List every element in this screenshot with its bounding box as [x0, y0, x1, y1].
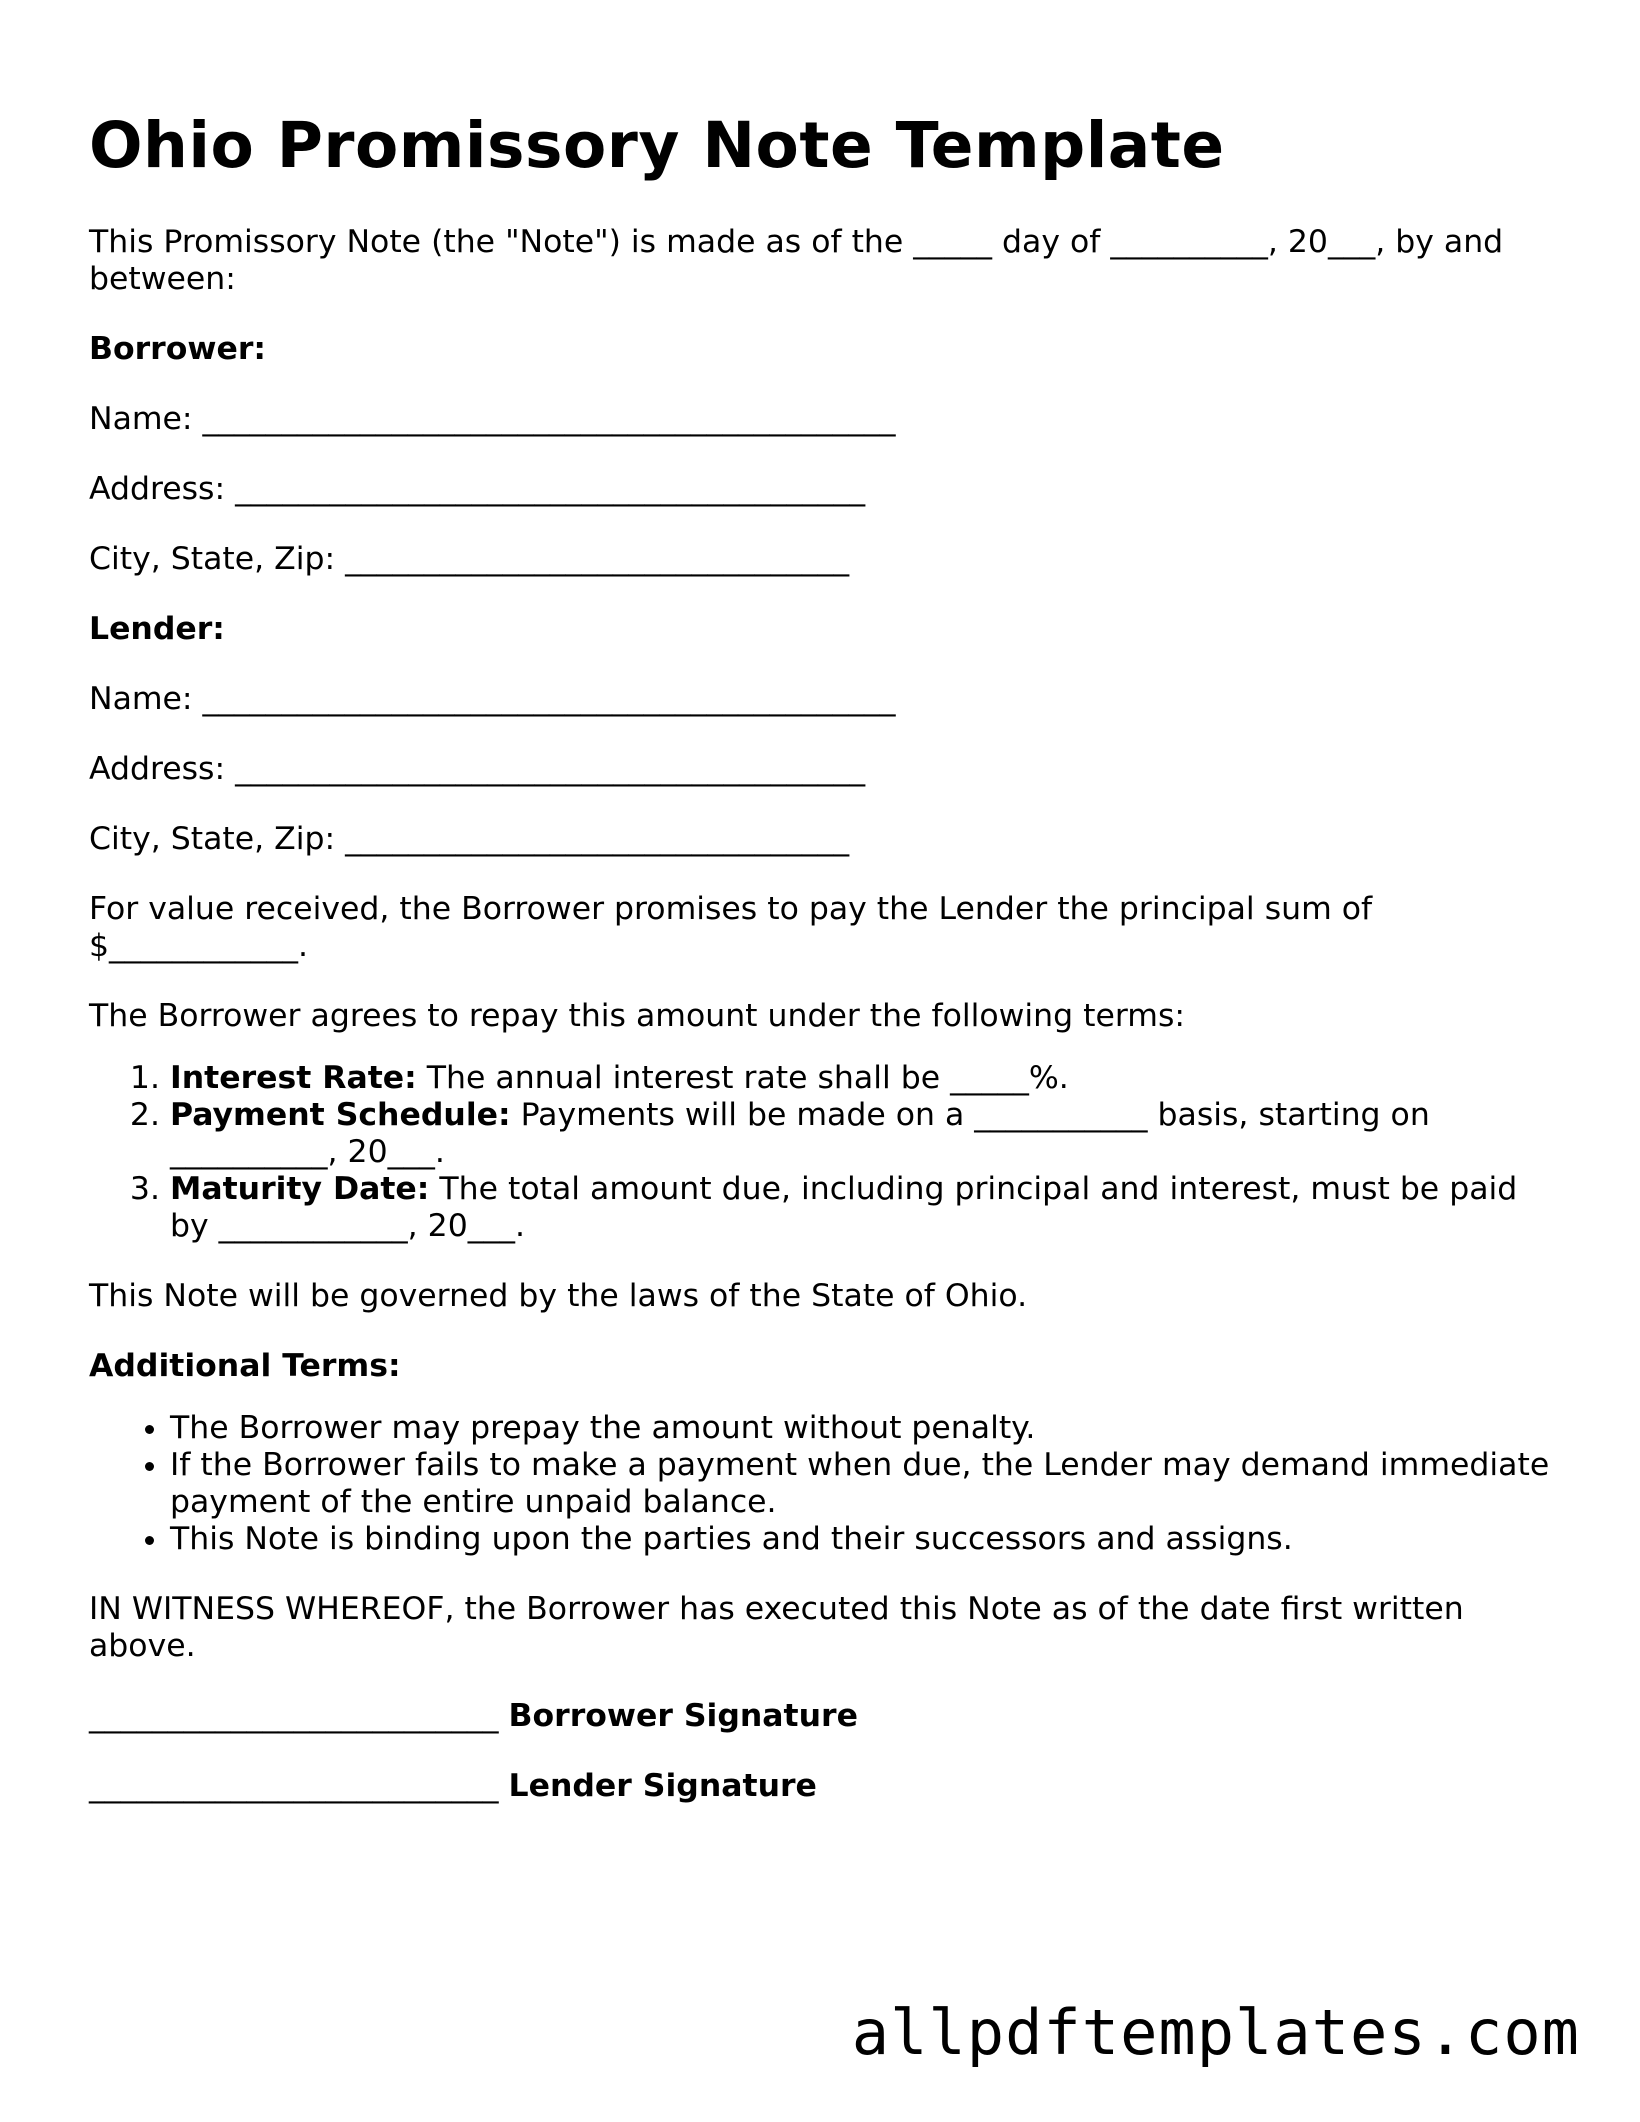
document-title: Ohio Promissory Note Template — [89, 109, 1225, 182]
term-interest-rate — [170, 1060, 1551, 1097]
lender-address-field: Address: ________________________________________ — [89, 751, 866, 788]
list-item: • If the Borrower fails to make a payment when due, the Lender may demand immediate payment of the entire unpaid balance. — [170, 1447, 1551, 1521]
list-item: • This Note is binding upon the parties and their successors and assigns. — [170, 1521, 1551, 1558]
borrower-heading: Borrower: — [89, 331, 266, 368]
borrower-signature-line — [89, 1698, 1551, 1735]
intro-paragraph: This Promissory Note (the "Note") is made as of the _____ day of __________, 20___, by and between: — [89, 224, 1504, 298]
lender-name-field: Name: ____________________________________________ — [89, 681, 896, 718]
term-text: The total amount due, including principal and interest, must be paid by ____________, 20___. — [170, 1171, 1518, 1245]
term-text: Payments will be made on a ___________ basis, starting on __________, 20___. — [170, 1097, 1430, 1171]
additional-terms-list — [89, 1410, 1551, 1558]
additional-terms-heading: Additional Terms: — [89, 1348, 401, 1385]
term-maturity-date — [170, 1171, 1551, 1245]
term-payment-schedule — [170, 1097, 1551, 1171]
term-text: The annual interest rate shall be _____%. — [416, 1060, 1069, 1097]
term-label: Interest Rate: — [170, 1060, 417, 1097]
terms-list — [89, 1060, 1551, 1245]
lender-signature-label: Lender Signature — [508, 1768, 817, 1805]
borrower-signature-label: Borrower Signature — [508, 1698, 858, 1735]
signature-blank: __________________________ — [89, 1768, 499, 1805]
borrower-city-state-zip-field: City, State, Zip: ________________________________ — [89, 541, 850, 578]
value-received-paragraph: For value received, the Borrower promises to pay the Lender the principal sum of $____________. — [89, 891, 1373, 965]
governing-law-paragraph: This Note will be governed by the laws of the State of Ohio. — [89, 1278, 1028, 1315]
term-label: Payment Schedule: — [170, 1097, 511, 1134]
list-item: • The Borrower may prepay the amount without penalty. — [170, 1410, 1551, 1447]
lender-signature-line — [89, 1768, 1551, 1805]
lender-heading: Lender: — [89, 611, 225, 648]
borrower-address-field: Address: ________________________________________ — [89, 471, 866, 508]
witness-paragraph: IN WITNESS WHEREOF, the Borrower has executed this Note as of the date first written above. — [89, 1591, 1464, 1665]
site-watermark: allpdftemplates.com — [851, 1996, 1580, 2069]
signature-blank: __________________________ — [89, 1698, 499, 1735]
borrower-name-field: Name: ____________________________________________ — [89, 401, 896, 438]
document-page — [89, 110, 1551, 1838]
repay-intro-paragraph: The Borrower agrees to repay this amount under the following terms: — [89, 998, 1185, 1035]
lender-city-state-zip-field: City, State, Zip: ________________________________ — [89, 821, 850, 858]
term-label: Maturity Date: — [170, 1171, 430, 1208]
